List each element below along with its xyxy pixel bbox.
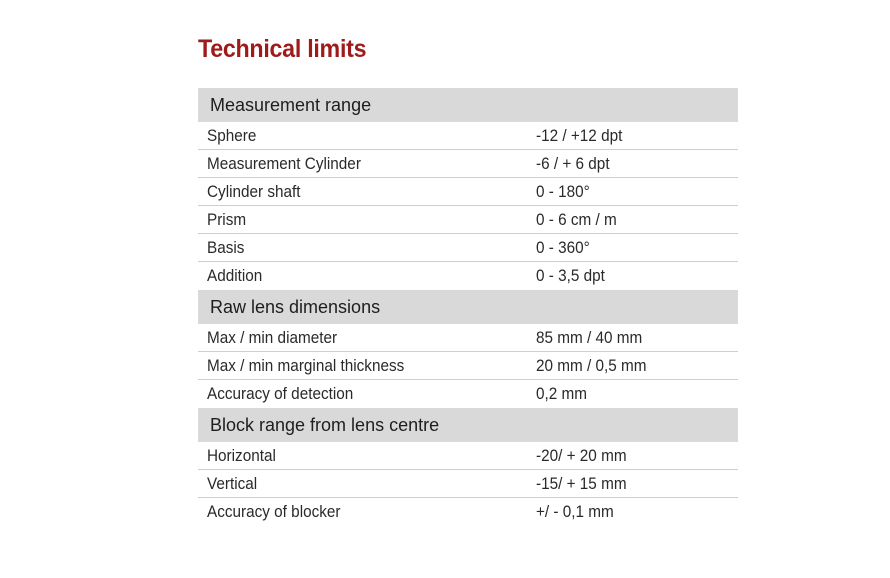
row-value: 0 - 360° [536,238,590,257]
table-row [198,442,738,470]
specs-table [198,88,738,526]
row-value: 0 - 3,5 dpt [536,266,605,285]
row-label: Accuracy of detection [207,384,354,403]
page-title: Technical limits [198,35,367,63]
technical-limits-document [198,30,738,526]
row-value: -20/ + 20 mm [536,446,627,465]
table-row [198,234,738,262]
table-row [198,352,738,380]
table-row [198,380,738,408]
table-row [198,206,738,234]
table-row [198,178,738,206]
row-label: Accuracy of blocker [207,502,341,521]
section-heading: Raw lens dimensions [198,290,738,324]
row-value: -6 / + 6 dpt [536,154,610,173]
table-row [198,498,738,526]
row-value: 85 mm / 40 mm [536,328,643,347]
row-value: 20 mm / 0,5 mm [536,356,647,375]
row-label: Max / min marginal thickness [207,356,405,375]
section-rows [198,122,738,290]
row-label: Vertical [207,474,258,493]
row-value: 0,2 mm [536,384,588,403]
table-row [198,150,738,178]
row-label: Horizontal [207,446,276,465]
table-row [198,122,738,150]
table-row [198,324,738,352]
row-value: -15/ + 15 mm [536,474,627,493]
row-value: 0 - 6 cm / m [536,210,617,229]
row-label: Max / min diameter [207,328,338,347]
section-raw-lens-dimensions [198,290,738,408]
row-label: Measurement Cylinder [207,154,361,173]
section-rows [198,324,738,408]
table-row [198,262,738,290]
row-label: Addition [207,266,263,285]
row-label: Prism [207,210,247,229]
table-row [198,470,738,498]
section-block-range [198,408,738,526]
row-value: 0 - 180° [536,182,590,201]
row-label: Sphere [207,126,257,145]
row-label: Basis [207,238,245,257]
section-heading: Measurement range [198,88,738,122]
section-measurement-range [198,88,738,290]
row-value: -12 / +12 dpt [536,126,623,145]
section-heading: Block range from lens centre [198,408,738,442]
row-label: Cylinder shaft [207,182,301,201]
section-rows [198,442,738,526]
row-value: +/ - 0,1 mm [536,502,614,521]
